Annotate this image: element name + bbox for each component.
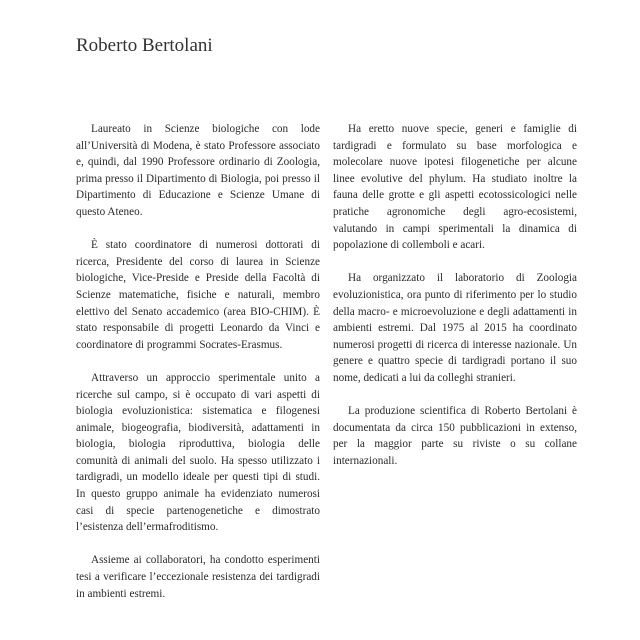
paragraph-experiments: Assieme ai collaboratori, ha condotto esperimenti tesi a verificare l’eccezionale resistenza dei tardigradi in ambienti estremi. xyxy=(76,554,320,600)
paragraph-education: Laureato in Scienze biologiche con lode all’Università di Modena, è stato Professore associato e, quindi, dal 1990 Professore ordinario di Zoologia, prima presso il Dipartimento di Biologia, poi presso il Dipartimento di Educazione e Scienze Umane di questo Ateneo. xyxy=(76,123,320,218)
paragraph-taxonomy: Ha eretto nuove specie, generi e famiglie di tardigradi e formulato su base morfologica e molecolare nuove ipotesi filogenetiche per alcune linee evolutive del phylum. Ha studiato inoltre la fauna delle grotte e gli aspetti ecotossicologici nelle pratiche agronomiche degli agro-ecosistemi, valutando in campi sperimentali la dinamica di popolazione di collemboli e acari. xyxy=(333,123,577,252)
right-column xyxy=(333,121,577,486)
paragraph-roles: È stato coordinatore di numerosi dottorati di ricerca, Presidente del corso di laurea in Scienze biologiche, Vice-Preside e Preside della Facoltà di Scienze matematiche, fisiche e naturali, membro elettivo del Senato accademico (area BIO-CHIM). È stato responsabile di progetti Leonardo da Vinci e coordinatore di programmi Socrates-Erasmus. xyxy=(76,239,320,351)
paragraph-laboratory: Ha organizzato il laboratorio di Zoologia evoluzionistica, ora punto di riferimento per lo studio della macro- e microevoluzione e degli adattamenti in ambienti estremi. Dal 1975 al 2015 ha coordinato numerosi progetti di ricerca di interesse nazionale. Un genere e quattro specie di tardigradi portano il suo nome, dedicati a lui da colleghi stranieri. xyxy=(333,272,577,384)
left-column xyxy=(76,121,320,619)
paragraph-research: Attraverso un approccio sperimentale unito a ricerche sul campo, si è occupato di vari aspetti di biologia evoluzionistica: sistematica e filogenesi animale, biogeografia, biodiversità, adattamenti in biologia, biologia riproduttiva, biologia delle comunità di animali del suolo. Ha spesso utilizzato i tardigradi, un modello ideale per questi tipi di studi. In questo gruppo animale ha evidenziato numerosi casi di specie partenogenetiche e dimostrato l’esistenza dell’ermafroditismo. xyxy=(76,371,320,534)
author-name: Roberto Bertolani xyxy=(76,35,213,56)
paragraph-publications: La produzione scientifica di Roberto Bertolani è documentata da circa 150 pubblicazioni in extenso, per la maggior parte su riviste o su collane internazionali. xyxy=(333,405,577,467)
